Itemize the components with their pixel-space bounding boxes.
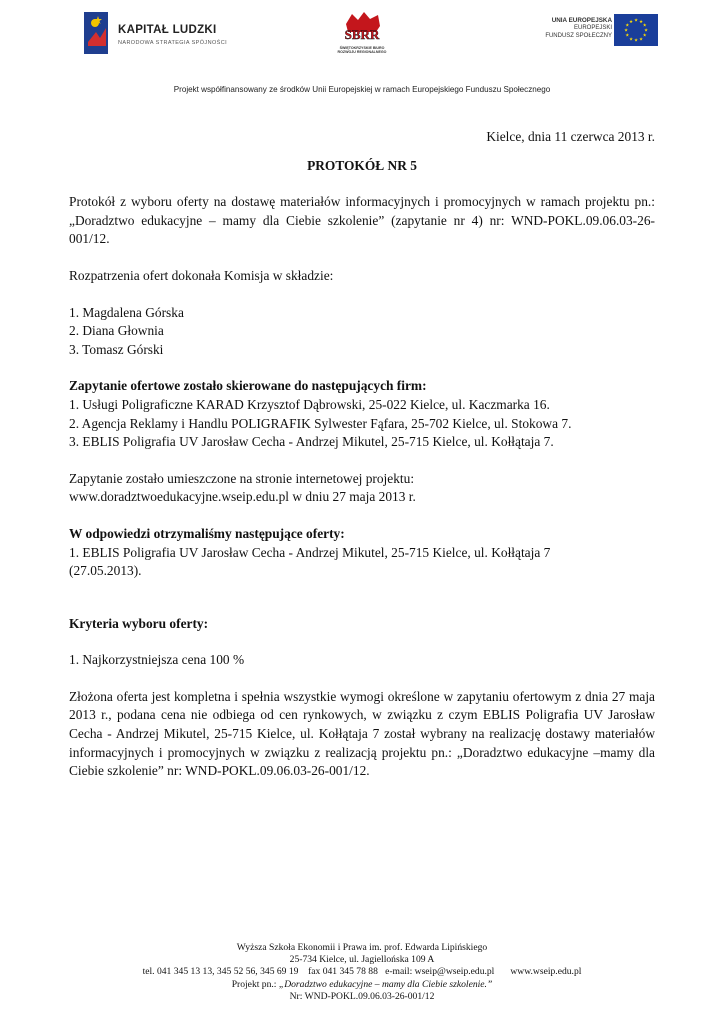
eu-star-icon: ★ [633, 38, 639, 44]
document-title: PROTOKÓŁ NR 5 [307, 157, 417, 173]
eu-star-icon: ★ [642, 33, 647, 39]
eu-star-icon: ★ [623, 28, 629, 34]
place-date: Kielce, dnia 11 czerwca 2013 r. [486, 129, 655, 144]
firm-3: 3. EBLIS Poligrafia UV Jarosław Cecha - Andrzej Mikutel, 25-715 Kielce, ul. Kołłątaja 7. [69, 434, 554, 450]
committee-member-2: 2. Diana Głownia [69, 323, 164, 339]
intro-paragraph: Protokół z wyboru oferty na dostawę materiałów informacyjnych i promocyjnych w ramach projektu pn.: „Doradztwo edukacyjne – mamy dla Ciebie szkolenie” (zapytanie nr 4) nr: WND-POKL.09.06.03-26-001/12. [69, 194, 655, 247]
footer-contact: tel. 041 345 13 13, 345 52 56, 345 69 19 fax 041 345 78 88 e-mail: wseip@wseip.edu.pl [142, 966, 495, 978]
eu-star-icon: ★ [643, 28, 649, 34]
eu-star-icon: ★ [633, 18, 639, 24]
eu-star-icon: ★ [642, 23, 647, 29]
kapital-ludzki-emblem-icon [84, 12, 112, 54]
eu-fund-line1: EUROPEJSKI [573, 25, 612, 31]
criteria-heading: Kryteria wyboru oferty: [69, 615, 209, 631]
firm-1: 1. Usługi Poligraficzne KARAD Krzysztof Dąbrowski, 25-022 Kielce, ul. Kaczmarka 16. [69, 396, 550, 412]
eu-star-icon: ★ [638, 37, 644, 43]
offer-1-line-2: (27.05.2013). [69, 563, 142, 579]
kapital-ludzki-title: KAPITAŁ LUDZKI [118, 24, 217, 36]
published-line-1: Zapytanie zostało umieszczone na stronie internetowej projektu: [69, 470, 415, 486]
footer-project-name: „Doradztwo edukacyjne – mamy dla Ciebie szkolenie.” [278, 978, 493, 990]
page-footer [0, 942, 724, 1003]
eu-star-icon: ★ [628, 19, 634, 25]
published-line-2: www.doradztwoedukacyjne.wseip.edu.pl w dniu 27 maja 2013 r. [69, 489, 416, 505]
sbrr-subtitle-line1: ŚWIĘTOKRZYSKIE BIURO [339, 46, 385, 50]
offers-heading: W odpowiedzi otrzymaliśmy następujące oferty: [69, 525, 345, 541]
eu-star-icon: ★ [625, 23, 630, 29]
eu-star-icon: ★ [638, 19, 644, 25]
sbrr-logo [334, 10, 390, 62]
footer-website: www.wseip.edu.pl [510, 966, 582, 978]
firm-2: 2. Agencja Reklamy i Handlu POLIGRAFIK Sylwester Fąfara, 25-702 Kielce, ul. Stokowa 7. [69, 415, 572, 431]
kapital-ludzki-subtitle: NARODOWA STRATEGIA SPÓJNOŚCI [118, 40, 227, 46]
footer-address: 25-734 Kielce, ul. Jagiellońska 109 A [289, 954, 435, 966]
eu-logo [520, 14, 658, 50]
cofinance-note: Projekt współfinansowany ze środków Unii Europejskiej w ramach Europejskiego Funduszu Społecznego [173, 85, 551, 94]
footer-project-number: Nr: WND-POKL.09.06.03-26-001/12 [289, 990, 435, 1002]
committee-heading: Rozpatrzenia ofert dokonała Komisja w składzie: [69, 267, 334, 283]
eu-logo-text [545, 17, 612, 40]
sbrr-emblem-icon [342, 10, 382, 46]
eu-star-icon: ★ [625, 33, 630, 39]
eu-star-icon: ★ [628, 37, 634, 43]
footer-project-prefix: Projekt pn.: [231, 978, 279, 990]
footer-project-row [0, 979, 724, 991]
sbrr-subtitle-line2: ROZWOJU REGIONALNEGO [337, 50, 387, 55]
footer-school: Wyższa Szkoła Ekonomii i Prawa im. prof. Edwarda Lipińskiego [236, 942, 488, 953]
eu-name: UNIA EUROPEJSKA [551, 17, 612, 24]
firms-heading: Zapytanie ofertowe zostało skierowane do następujących firm: [69, 378, 427, 394]
footer-contact-row [0, 966, 724, 978]
page-header [0, 0, 724, 100]
criteria-item-1: 1. Najkorzystniejsza cena 100 % [69, 652, 245, 668]
offer-1-line-1: 1. EBLIS Poligrafia UV Jarosław Cecha - Andrzej Mikutel, 25-715 Kielce, ul. Kołłątaja 7 [69, 544, 551, 560]
sbrr-acronym: SBRR [344, 27, 380, 42]
committee-member-3: 3. Tomasz Górski [69, 341, 164, 357]
eu-flag-icon [614, 14, 658, 46]
eu-fund-line2: FUNDUSZ SPOŁECZNY [545, 32, 612, 39]
committee-member-1: 1. Magdalena Górska [69, 304, 184, 320]
kapital-ludzki-logo [84, 12, 254, 56]
document-body [69, 128, 655, 781]
conclusion-paragraph: Złożona oferta jest kompletna i spełnia wszystkie wymogi określone w zapytaniu ofertowym z dnia 27 maja 2013 r., podana cena nie odbiega od cen rynkowych, w związku z czym EBLIS Poligrafia UV Jarosław Cecha - Andrzej Mikutel, 25-715 Kielce, ul. Kołłątaja 7 został wybrany na realizację dostawy materiałów informacyjnych i promocyjnych w związku z realizacją projektu pn.: „Doradztwo edukacyjne –mamy dla Ciebie szkolenie” nr: WND-POKL.09.06.03-26-001/12. [69, 688, 655, 779]
